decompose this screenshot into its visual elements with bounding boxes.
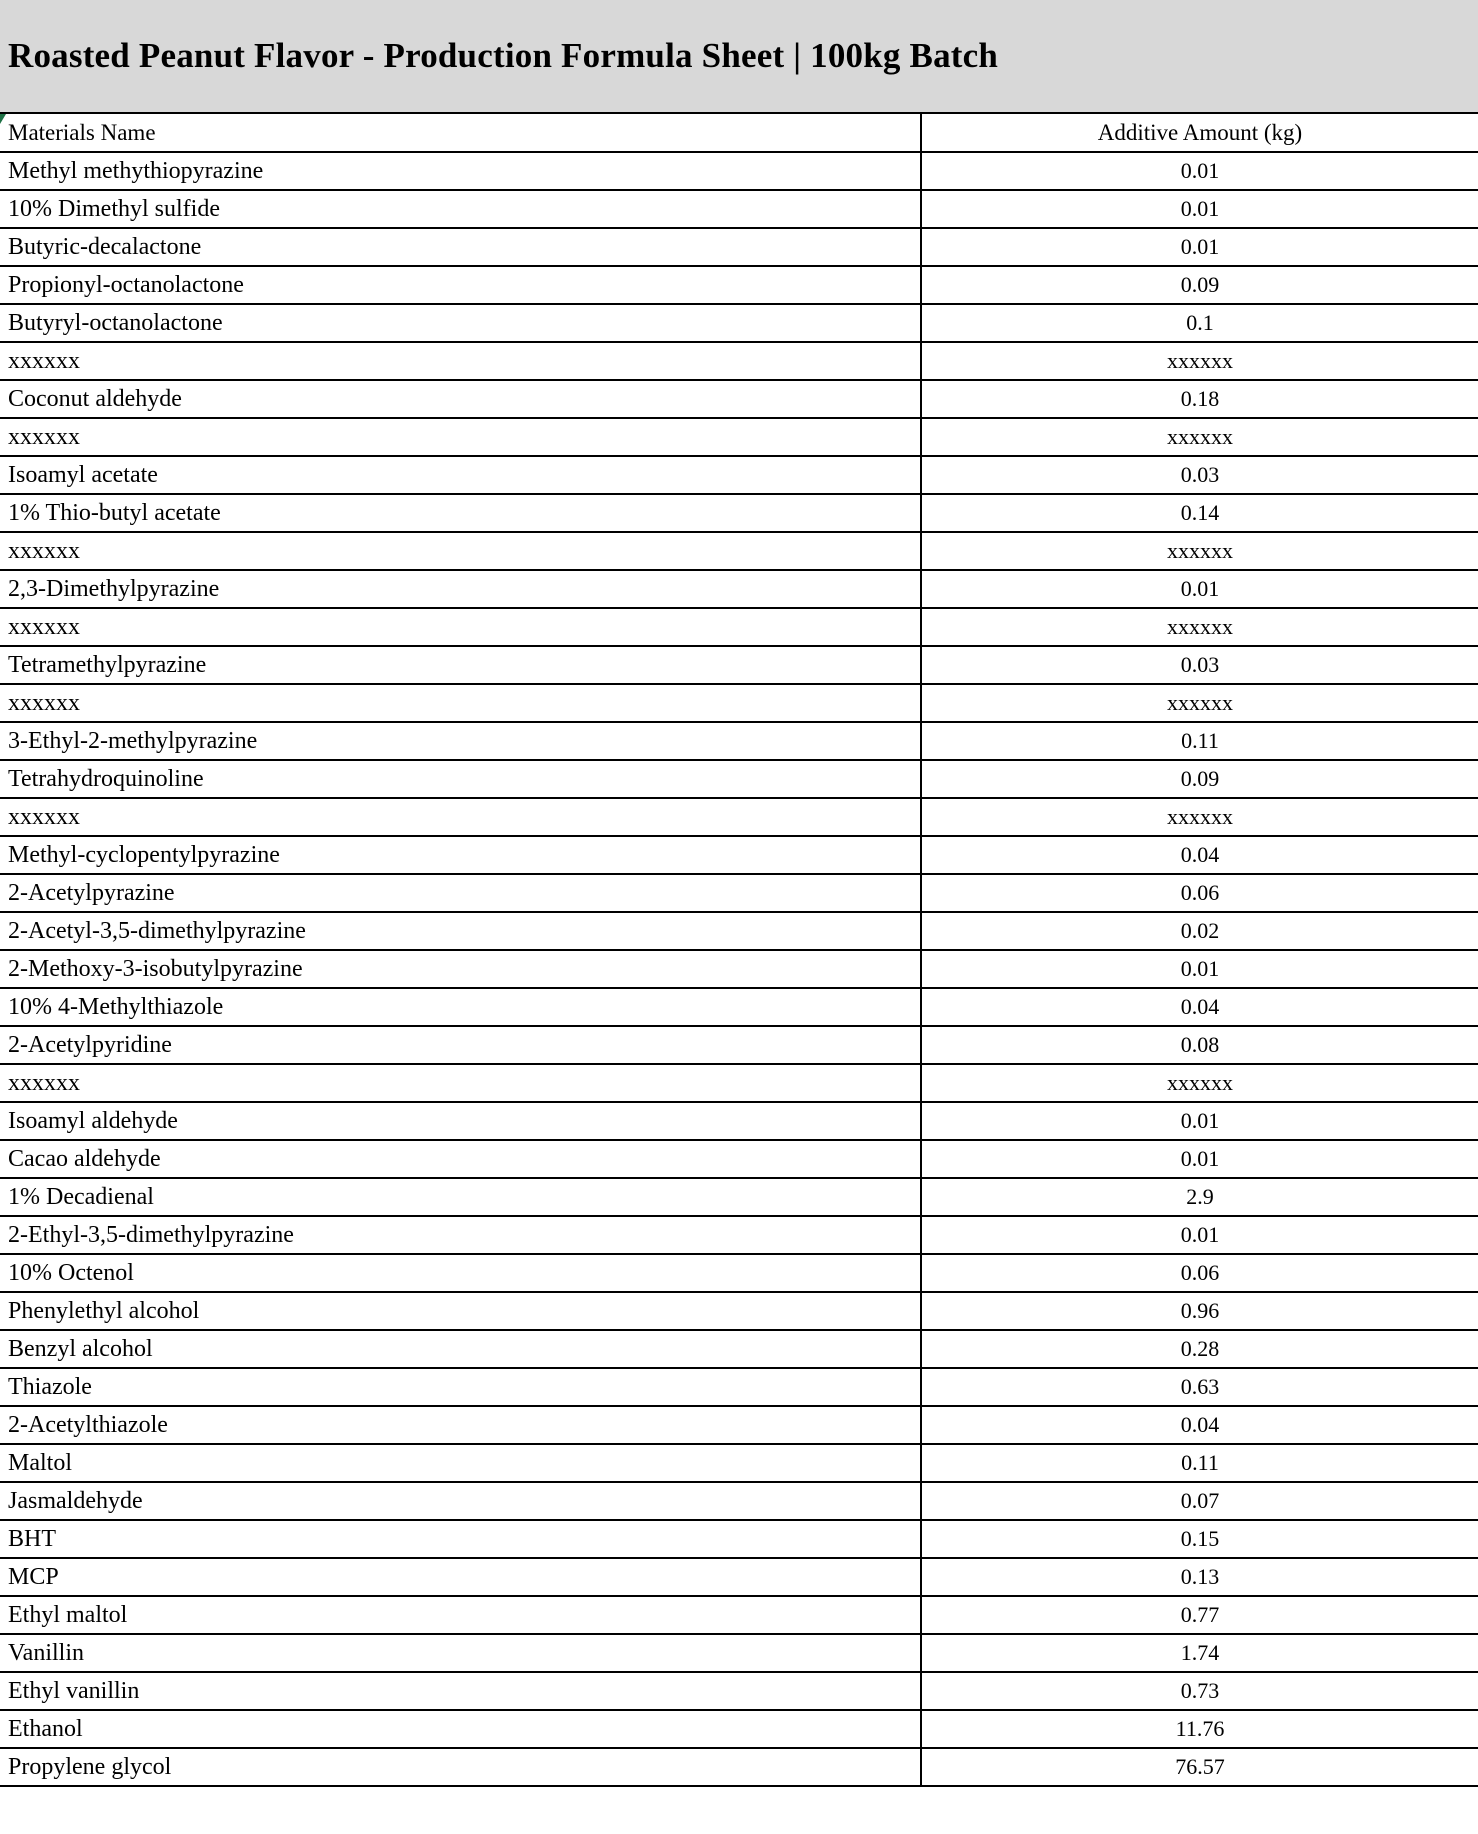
additive-amount-cell[interactable]: xxxxxx: [921, 608, 1478, 646]
material-name-cell[interactable]: Phenylethyl alcohol: [0, 1292, 921, 1330]
material-name-cell[interactable]: 10% Octenol: [0, 1254, 921, 1292]
table-row: [0, 494, 1478, 532]
additive-amount-cell[interactable]: 0.77: [921, 1596, 1478, 1634]
additive-amount-cell[interactable]: 0.04: [921, 1406, 1478, 1444]
material-name-cell[interactable]: 2-Acetylpyridine: [0, 1026, 921, 1064]
material-name-cell[interactable]: Butyric-decalactone: [0, 228, 921, 266]
additive-amount-cell[interactable]: 76.57: [921, 1748, 1478, 1786]
additive-amount-cell[interactable]: 0.02: [921, 912, 1478, 950]
column-header-label: Additive Amount (kg): [1097, 119, 1303, 145]
additive-amount-cell[interactable]: 0.01: [921, 1216, 1478, 1254]
additive-amount-cell[interactable]: xxxxxx: [921, 418, 1478, 456]
material-name-cell[interactable]: Ethyl maltol: [0, 1596, 921, 1634]
material-name-cell[interactable]: Propylene glycol: [0, 1748, 921, 1786]
additive-amount-cell[interactable]: 0.96: [921, 1292, 1478, 1330]
additive-amount-cell[interactable]: xxxxxx: [921, 684, 1478, 722]
additive-amount-cell[interactable]: 0.01: [921, 1102, 1478, 1140]
header-row: [0, 114, 1478, 152]
material-name-cell[interactable]: Methyl-cyclopentylpyrazine: [0, 836, 921, 874]
additive-amount-cell[interactable]: 0.06: [921, 1254, 1478, 1292]
material-name-cell[interactable]: Propionyl-octanolactone: [0, 266, 921, 304]
table-row: [0, 722, 1478, 760]
material-name-cell[interactable]: MCP: [0, 1558, 921, 1596]
material-name-cell[interactable]: Isoamyl acetate: [0, 456, 921, 494]
table-row: [0, 304, 1478, 342]
table-row: [0, 988, 1478, 1026]
table-row: [0, 760, 1478, 798]
additive-amount-cell[interactable]: 1.74: [921, 1634, 1478, 1672]
additive-amount-cell[interactable]: 0.03: [921, 646, 1478, 684]
formula-table: [0, 114, 1478, 1787]
table-row: [0, 1596, 1478, 1634]
table-row: [0, 798, 1478, 836]
material-name-cell[interactable]: xxxxxx: [0, 532, 921, 570]
material-name-cell[interactable]: BHT: [0, 1520, 921, 1558]
table-row: [0, 608, 1478, 646]
material-name-cell[interactable]: Thiazole: [0, 1368, 921, 1406]
additive-amount-cell[interactable]: xxxxxx: [921, 532, 1478, 570]
table-row: [0, 836, 1478, 874]
material-name-cell[interactable]: 10% Dimethyl sulfide: [0, 190, 921, 228]
column-header-materials-name[interactable]: [0, 114, 921, 152]
material-name-cell[interactable]: 10% 4-Methylthiazole: [0, 988, 921, 1026]
material-name-cell[interactable]: 2-Acetylpyrazine: [0, 874, 921, 912]
table-row: [0, 1558, 1478, 1596]
additive-amount-cell[interactable]: 0.11: [921, 1444, 1478, 1482]
additive-amount-cell[interactable]: xxxxxx: [921, 798, 1478, 836]
material-name-cell[interactable]: Vanillin: [0, 1634, 921, 1672]
table-row: [0, 152, 1478, 190]
table-row: [0, 1634, 1478, 1672]
additive-amount-cell[interactable]: 2.9: [921, 1178, 1478, 1216]
table-row: [0, 1292, 1478, 1330]
column-header-label: Materials Name: [8, 119, 156, 145]
table-row: [0, 1254, 1478, 1292]
table-row: [0, 1216, 1478, 1254]
table-row: [0, 1140, 1478, 1178]
table-row: [0, 1102, 1478, 1140]
material-name-cell[interactable]: 2,3-Dimethylpyrazine: [0, 570, 921, 608]
table-row: [0, 1368, 1478, 1406]
material-name-cell[interactable]: Isoamyl aldehyde: [0, 1102, 921, 1140]
additive-amount-cell[interactable]: 0.13: [921, 1558, 1478, 1596]
material-name-cell[interactable]: Maltol: [0, 1444, 921, 1482]
material-name-cell[interactable]: xxxxxx: [0, 1064, 921, 1102]
material-name-cell[interactable]: Cacao aldehyde: [0, 1140, 921, 1178]
material-name-cell[interactable]: xxxxxx: [0, 418, 921, 456]
material-name-cell[interactable]: Coconut aldehyde: [0, 380, 921, 418]
table-row: [0, 1026, 1478, 1064]
material-name-cell[interactable]: 1% Decadienal: [0, 1178, 921, 1216]
additive-amount-cell[interactable]: 0.04: [921, 836, 1478, 874]
additive-amount-cell[interactable]: 0.14: [921, 494, 1478, 532]
table-row: [0, 684, 1478, 722]
material-name-cell[interactable]: Butyryl-octanolactone: [0, 304, 921, 342]
selected-cell-marker: [0, 114, 6, 124]
table-row: [0, 646, 1478, 684]
material-name-cell[interactable]: Jasmaldehyde: [0, 1482, 921, 1520]
table-row: [0, 190, 1478, 228]
table-row: [0, 228, 1478, 266]
sheet-title: Roasted Peanut Flavor - Production Formula Sheet | 100kg Batch: [8, 36, 999, 75]
material-name-cell[interactable]: 2-Acetyl-3,5-dimethylpyrazine: [0, 912, 921, 950]
additive-amount-cell[interactable]: 0.08: [921, 1026, 1478, 1064]
additive-amount-cell[interactable]: 0.01: [921, 570, 1478, 608]
additive-amount-cell[interactable]: 0.03: [921, 456, 1478, 494]
table-row: [0, 570, 1478, 608]
column-header-additive-amount[interactable]: [921, 114, 1478, 152]
additive-amount-cell[interactable]: 0.15: [921, 1520, 1478, 1558]
table-row: [0, 950, 1478, 988]
table-row: [0, 418, 1478, 456]
additive-amount-cell[interactable]: 0.09: [921, 760, 1478, 798]
additive-amount-cell[interactable]: 0.73: [921, 1672, 1478, 1710]
material-name-cell[interactable]: Methyl methythiopyrazine: [0, 152, 921, 190]
additive-amount-cell[interactable]: 0.11: [921, 722, 1478, 760]
material-name-cell[interactable]: 2-Methoxy-3-isobutylpyrazine: [0, 950, 921, 988]
additive-amount-cell[interactable]: 0.01: [921, 228, 1478, 266]
material-name-cell[interactable]: Ethyl vanillin: [0, 1672, 921, 1710]
table-row: [0, 1748, 1478, 1786]
table-row: [0, 266, 1478, 304]
additive-amount-cell[interactable]: 0.07: [921, 1482, 1478, 1520]
table-row: [0, 1672, 1478, 1710]
material-name-cell[interactable]: Benzyl alcohol: [0, 1330, 921, 1368]
additive-amount-cell[interactable]: xxxxxx: [921, 342, 1478, 380]
table-row: [0, 912, 1478, 950]
material-name-cell[interactable]: 1% Thio-butyl acetate: [0, 494, 921, 532]
additive-amount-cell[interactable]: 0.06: [921, 874, 1478, 912]
table-row: [0, 1330, 1478, 1368]
title-bar[interactable]: [0, 0, 1478, 114]
table-row: [0, 1710, 1478, 1748]
table-row: [0, 1406, 1478, 1444]
additive-amount-cell[interactable]: 0.1: [921, 304, 1478, 342]
material-name-cell[interactable]: Tetrahydroquinoline: [0, 760, 921, 798]
material-name-cell[interactable]: xxxxxx: [0, 684, 921, 722]
additive-amount-cell[interactable]: 0.01: [921, 1140, 1478, 1178]
table-row: [0, 380, 1478, 418]
additive-amount-cell[interactable]: xxxxxx: [921, 1064, 1478, 1102]
table-row: [0, 342, 1478, 380]
additive-amount-cell[interactable]: 0.09: [921, 266, 1478, 304]
additive-amount-cell[interactable]: 0.63: [921, 1368, 1478, 1406]
additive-amount-cell[interactable]: 11.76: [921, 1710, 1478, 1748]
additive-amount-cell[interactable]: 0.01: [921, 152, 1478, 190]
table-row: [0, 1064, 1478, 1102]
material-name-cell[interactable]: xxxxxx: [0, 608, 921, 646]
table-row: [0, 1520, 1478, 1558]
material-name-cell[interactable]: Ethanol: [0, 1710, 921, 1748]
additive-amount-cell[interactable]: 0.01: [921, 190, 1478, 228]
material-name-cell[interactable]: 2-Ethyl-3,5-dimethylpyrazine: [0, 1216, 921, 1254]
table-row: [0, 532, 1478, 570]
table-row: [0, 456, 1478, 494]
material-name-cell[interactable]: Tetramethylpyrazine: [0, 646, 921, 684]
table-row: [0, 1482, 1478, 1520]
material-name-cell[interactable]: 3-Ethyl-2-methylpyrazine: [0, 722, 921, 760]
table-row: [0, 1178, 1478, 1216]
material-name-cell[interactable]: xxxxxx: [0, 798, 921, 836]
material-name-cell[interactable]: 2-Acetylthiazole: [0, 1406, 921, 1444]
additive-amount-cell[interactable]: 0.04: [921, 988, 1478, 1026]
additive-amount-cell[interactable]: 0.18: [921, 380, 1478, 418]
additive-amount-cell[interactable]: 0.01: [921, 950, 1478, 988]
table-row: [0, 1444, 1478, 1482]
material-name-cell[interactable]: xxxxxx: [0, 342, 921, 380]
table-row: [0, 874, 1478, 912]
additive-amount-cell[interactable]: 0.28: [921, 1330, 1478, 1368]
